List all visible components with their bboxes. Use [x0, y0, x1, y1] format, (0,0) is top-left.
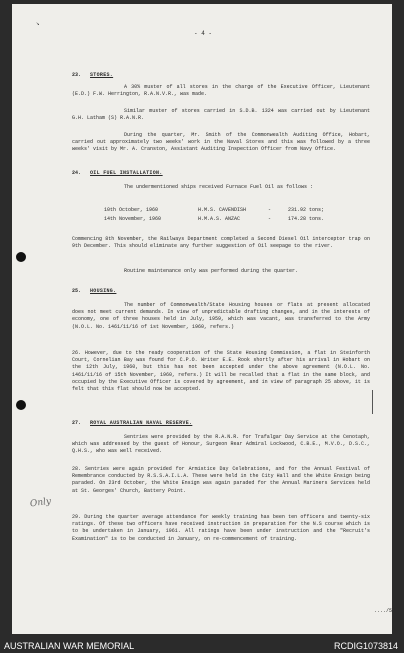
paragraph: Sentries were provided by the R.A.N.R. for Trafalgar Day Service at the Cenotaph, which was addressed by the guest of Honour, Surgeon Rear Admiral Lockwood, C.B.E., M.V.O., D.S.C., Q.H.S., who was well received.	[72, 434, 370, 455]
fuel-row: 10th October, 1960 H.M.S. CAVENDISH - 231.92 tons;	[104, 207, 325, 213]
paragraph: Similar muster of stores carried in S.D.B. 1324 was carried out by Lieutenant G.H. Latham (S) R.A.N.R.	[72, 108, 370, 122]
paragraph: During the quarter, Mr. Smith of the Commonwealth Auditing Office, Hobart, carried out approximately two weeks' work in the Naval Stores and this was followed by a three weeks' visit by Mr. A. Cranston, Assistant Auditing Inspection Officer from Navy Office.	[72, 132, 370, 153]
paragraph: A 30% muster of all stores in the charge of the Executive Officer, Lieutenant (E.D.) F.W. Herrington, R.A.N.V.R., was made.	[72, 84, 370, 98]
corner-mark: ↘	[36, 20, 40, 27]
handwritten-note: Only	[29, 496, 52, 510]
paragraph: The number of Commonwealth/State Housing houses or flats at present allocated does not meet current demands. In view of unpredictable drafting changes, and in the interests of economy, one of three houses held in July, 1959, which was vacant, was transferred to the Army (N.O.L. No. 1461/11/16 of 1st November, 1960, refers.)	[72, 302, 370, 330]
section-heading: 25. HOUSING.	[72, 288, 117, 294]
paragraph: 26. However, due to the ready cooperation of the State Housing Commission, a flat in Steinforth Court, Cornelian Bay was found for C.P.O. Writer E.E. Rook shortly after his arrival in Hobart on the 12th July, 1960, but this has not been accepted under the above agreement (N.O.L. No. 1461/11/16 of 15th November, 1960, refers.) It will be recalled that a flat in the same block, and occupied by the Executive Officer is covered by agreement, and in view of paragraph 25 above, it is felt that this flat should now be accepted.	[72, 350, 370, 393]
document-page	[12, 4, 392, 634]
fuel-row: 14th November, 1960 H.M.A.S. ANZAC - 174.28 tons.	[104, 216, 325, 222]
section-heading: 27. ROYAL AUSTRALIAN NAVAL RESERVE.	[72, 420, 193, 426]
paragraph: 28. Sentries were again provided for Armistice Day Celebrations, and for the Annual Festival of Remembrance conducted by R.S.S.A.I.L.A. These were held in the City Hall and the White Ensign being paraded. On 23rd October, the White Ensign was again paraded for the Annual Mariners Services held at St. Georges' Church, Battery Point.	[72, 466, 370, 494]
punch-hole	[16, 400, 26, 410]
paragraph: Routine maintenance only was performed during the quarter.	[124, 268, 299, 274]
paragraph: Commencing 8th November, the Railways Department completed a Second Diesel Oil interceptor trap on 9th December. This should eliminate any further suggestion of Oil seepage to the river.	[72, 236, 370, 250]
paragraph: 29. During the quarter average attendance for weekly training has been ten officers and twenty-six ratings. Of these two officers have received instruction in preparation for the N.S course which is to be undertaken in January, 1961. All ratings have been under instruction and the "Recruit's Examination" is to be conducted in January, on re-commencement of training.	[72, 514, 370, 542]
archive-name: AUSTRALIAN WAR MEMORIAL	[4, 641, 135, 651]
continuation-mark: ..../5	[374, 608, 392, 614]
section-heading: 24. OIL FUEL INSTALLATION.	[72, 170, 163, 176]
page-number: - 4 -	[194, 30, 213, 37]
record-id: RCDIG1073814	[333, 641, 398, 651]
punch-hole	[16, 252, 26, 262]
margin-brace	[366, 390, 373, 414]
paragraph: The undermentioned ships received Furnace Fuel Oil as follows :	[124, 184, 314, 190]
section-heading: 23. STORES.	[72, 72, 114, 78]
archive-footer	[0, 639, 404, 653]
